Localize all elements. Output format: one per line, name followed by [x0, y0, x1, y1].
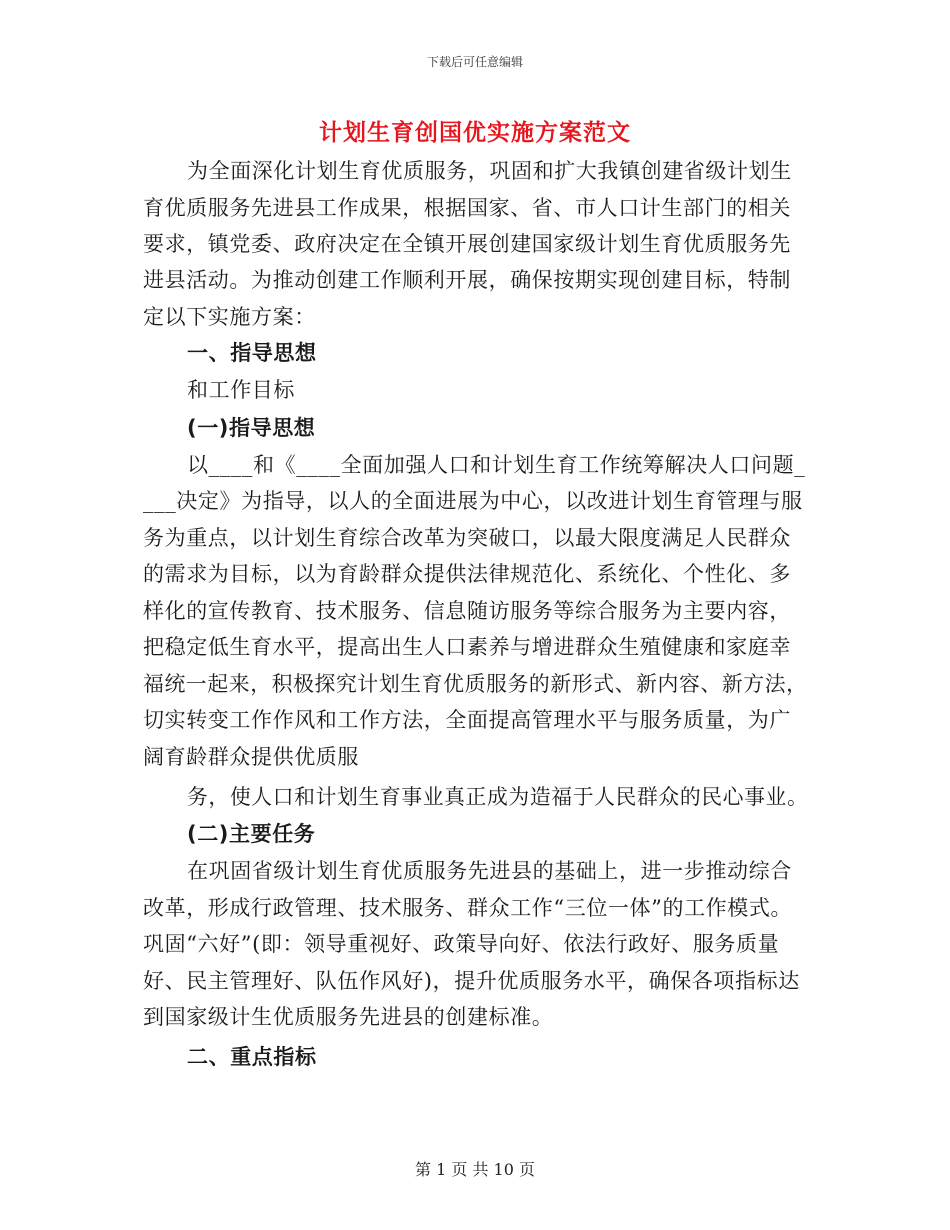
paragraph-line: 把稳定低生育水平，提高出生人口素养与增进群众生殖健康和家庭幸 — [143, 635, 791, 659]
section-heading: 二、重点指标 — [187, 1045, 317, 1069]
page-footer: 第 1 页 共 10 页 — [415, 1160, 535, 1179]
paragraph-line: 为全面深化计划生育优质服务，巩固和扩大我镇创建省级计划生 — [187, 159, 792, 183]
paragraph-line: 育优质服务先进县工作成果，根据国家、省、市人口计生部门的相关 — [143, 196, 791, 220]
paragraph-line: 到国家级计生优质服务先进县的创建标准。 — [143, 1005, 554, 1029]
page-header: 下载后可任意编辑 — [426, 55, 523, 69]
paragraph-line: ___决定》为指导，以人的全面进展为中心，以改进计划生育管理与服 — [143, 489, 803, 513]
document-title: 计划生育创国优实施方案范文 — [319, 120, 631, 146]
subsection-heading: (二)主要任务 — [187, 822, 316, 846]
paragraph-line: 以____和《____全面加强人口和计划生育工作统筹解决人口问题_ — [187, 453, 806, 477]
paragraph-line: 阔育龄群众提供优质服 — [143, 745, 359, 769]
paragraph-line: 好、民主管理好、队伍作风好)，提升优质服务水平，确保各项指标达 — [143, 969, 800, 993]
paragraph-line: 务为重点，以计划生育综合改革为突破口，以最大限度满足人民群众 — [143, 526, 791, 550]
paragraph-line: 要求，镇党委、政府决定在全镇开展创建国家级计划生育优质服务先 — [143, 232, 791, 256]
paragraph-line: 定以下实施方案： — [143, 305, 316, 329]
paragraph-line: 切实转变工作作风和工作方法，全面提高管理水平与服务质量，为广 — [143, 708, 791, 732]
paragraph-line: 样化的宣传教育、技术服务、信息随访服务等综合服务为主要内容， — [143, 599, 791, 623]
paragraph-line: 务，使人口和计划生育事业真正成为造福于人民群众的民心事业。 — [187, 785, 809, 809]
subsection-heading: (一)指导思想 — [187, 416, 316, 440]
paragraph-line: 巩固“六好”(即：领导重视好、政策导向好、依法行政好、服务质量 — [143, 932, 780, 956]
paragraph-line: 改革，形成行政管理、技术服务、群众工作“三位一体”的工作模式。 — [143, 896, 793, 920]
section-heading: 一、指导思想 — [187, 341, 317, 365]
paragraph-line: 福统一起来，积极探究计划生育优质服务的新形式、新内容、新方法， — [143, 672, 808, 696]
paragraph-line: 在巩固省级计划生育优质服务先进县的基础上，进一步推动综合 — [187, 859, 792, 883]
paragraph-line: 的需求为目标，以为育龄群众提供法律规范化、系统化、个性化、多 — [143, 562, 791, 586]
paragraph-line: 进县活动。为推动创建工作顺利开展，确保按期实现创建目标，特制 — [143, 268, 791, 292]
paragraph-line: 和工作目标 — [187, 378, 295, 402]
